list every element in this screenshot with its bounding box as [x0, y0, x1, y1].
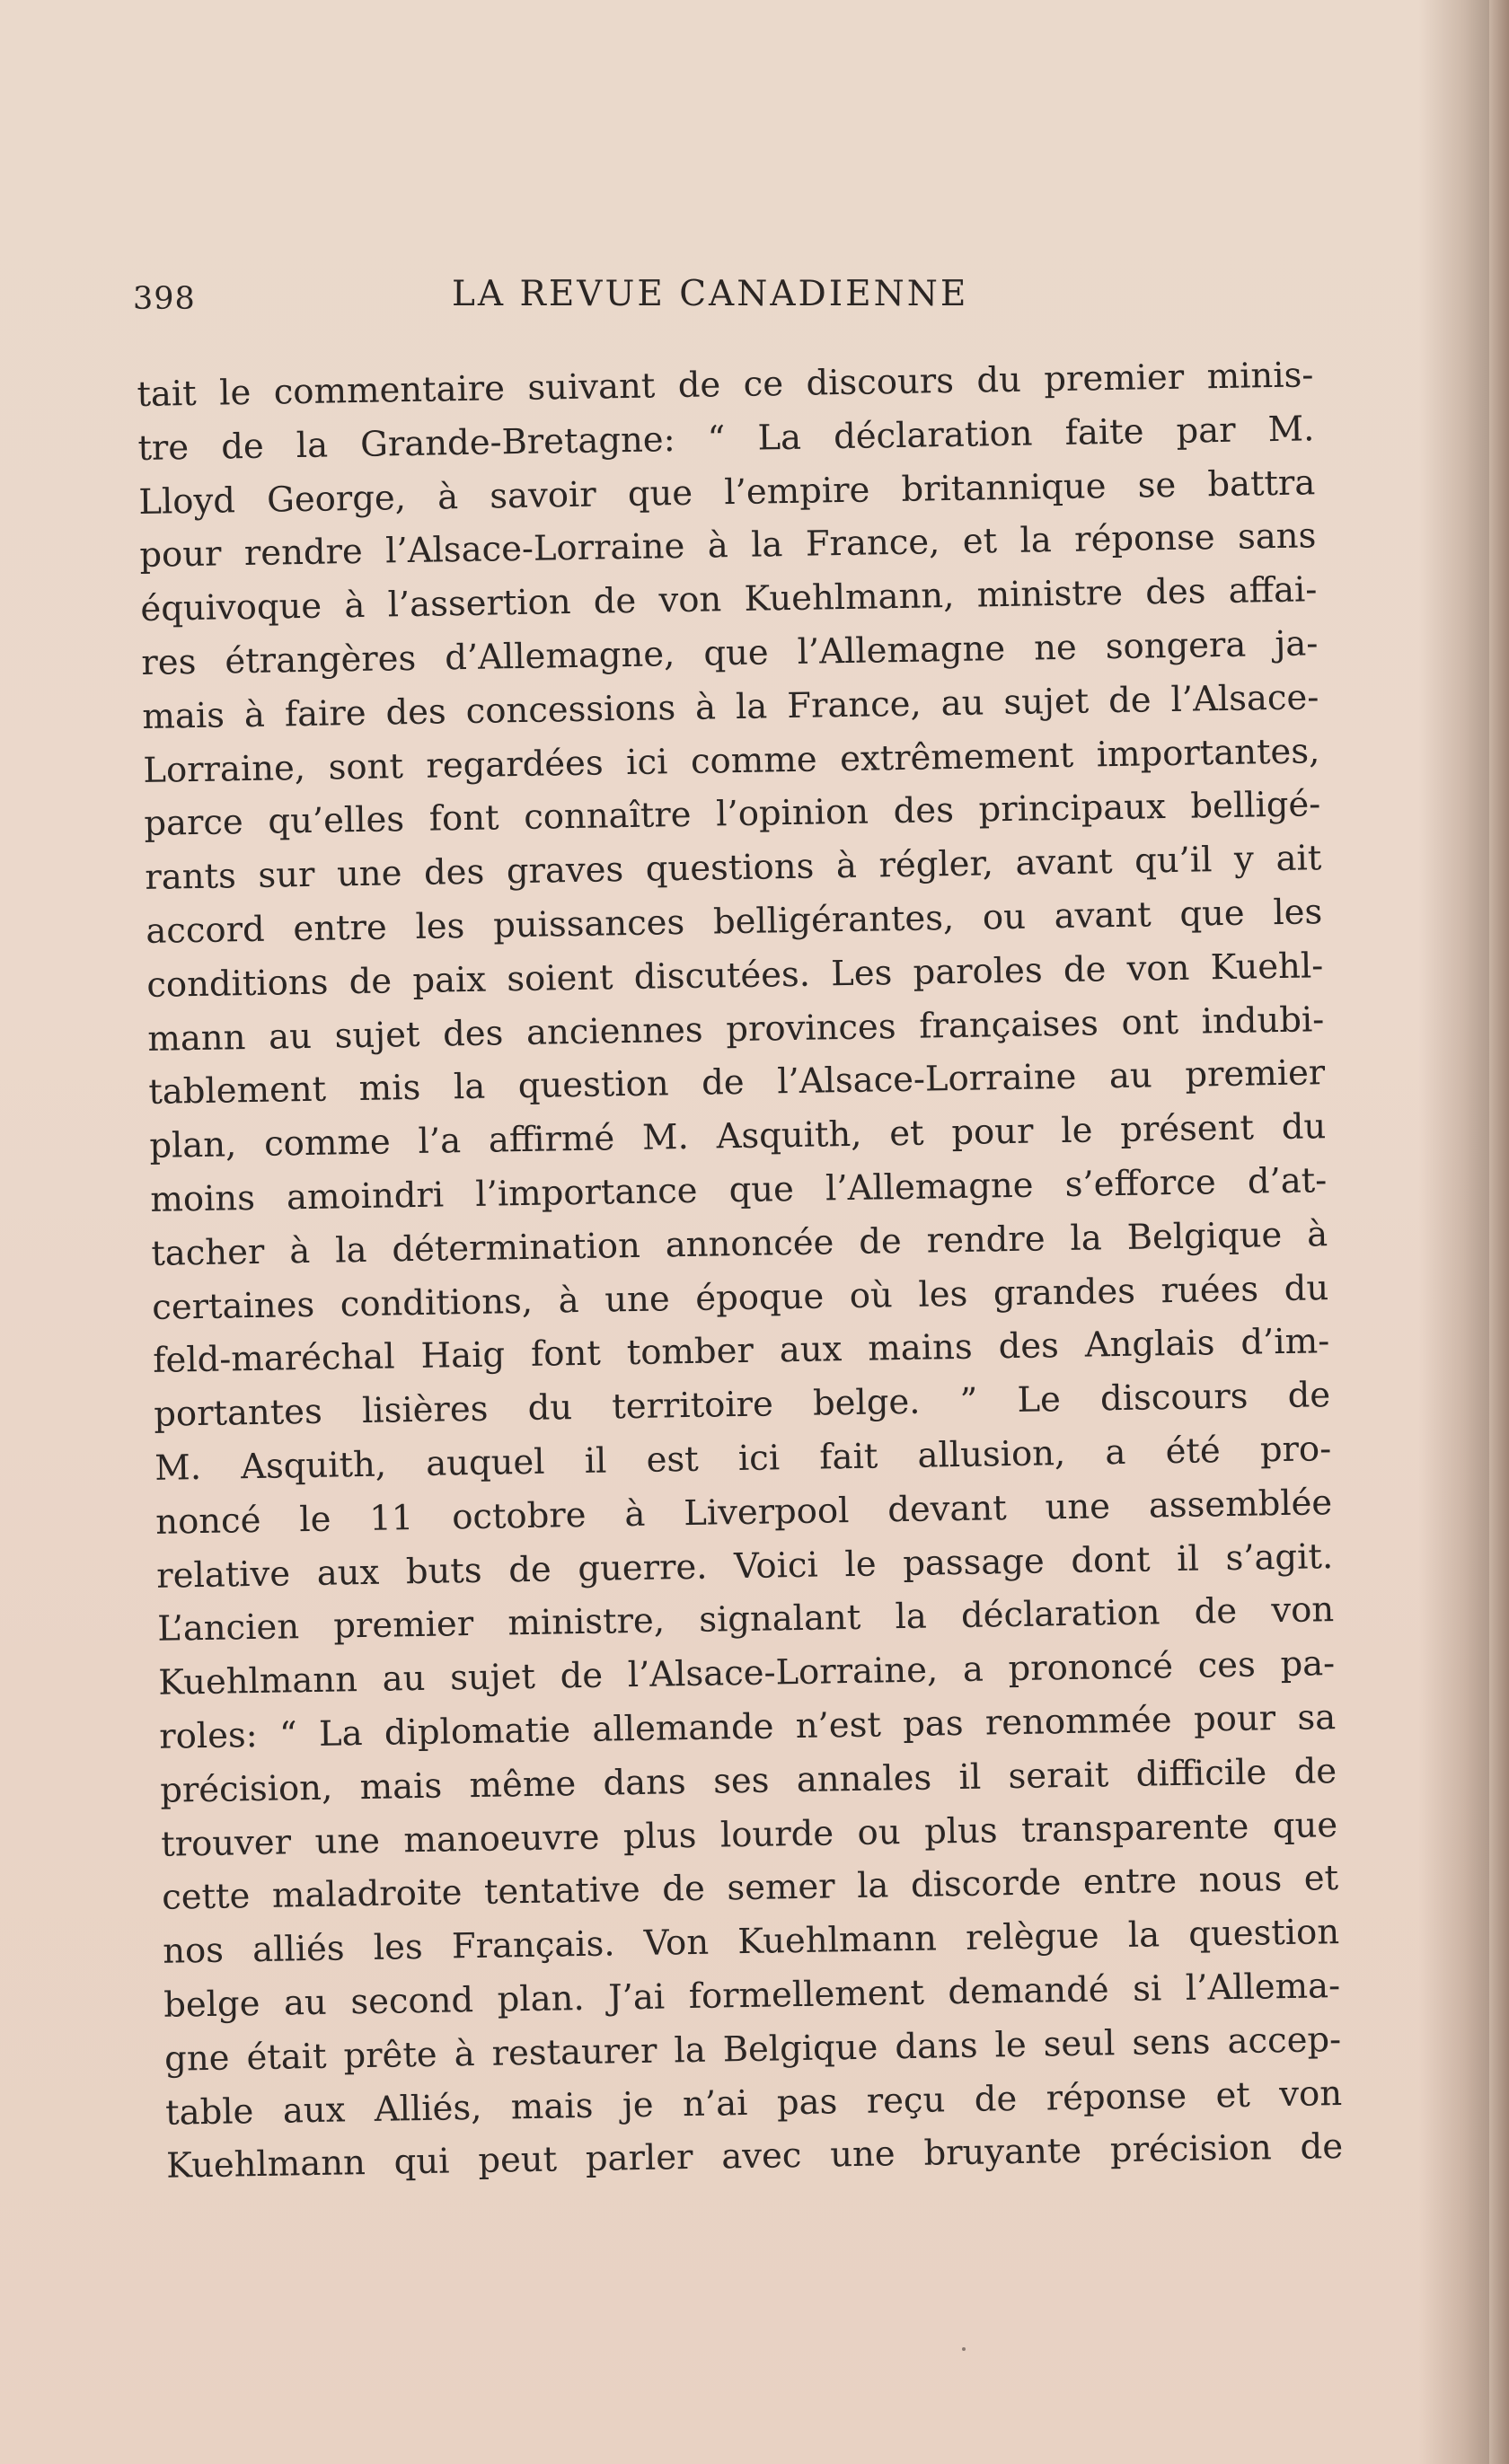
page-number: 398 — [133, 281, 196, 317]
text-line: portantes lisières du territoire belge. ” Le discours de — [153, 1375, 1331, 1435]
text-line: feld-maréchal Haig font tomber aux mains des Anglais d’im- — [152, 1321, 1330, 1382]
text-line: tacher à la détermination annoncée de rendre la Belgique à — [150, 1213, 1328, 1274]
text-line: précision, mais même dans ses annales il serait difficile de — [159, 1750, 1337, 1811]
page-header — [133, 274, 1301, 319]
text-line: mais à faire des concessions à la France, au sujet de l’Alsace- — [142, 677, 1319, 737]
text-line: relative aux buts de guerre. Voici le passage dont il s’agit. — [155, 1536, 1334, 1597]
text-line: tre de la Grande-Bretagne: “ La déclaration faite par M. — [137, 409, 1315, 469]
text-line: parce qu’elles font connaître l’opinion des principaux belligé- — [144, 784, 1321, 845]
text-line: noncé le 11 octobre à Liverpool devant une assemblée — [154, 1482, 1333, 1543]
text-line: certaines conditions, à une époque où les grandes ruées du — [151, 1267, 1329, 1328]
body-text — [137, 348, 1344, 2194]
text-line: trouver une manoeuvre plus lourde ou plus transparente que — [160, 1804, 1338, 1865]
text-line: M. Asquith, auquel il est ici fait allusion, a été pro- — [154, 1429, 1332, 1489]
text-line: rants sur une des graves questions à régler, avant qu’il y ait — [145, 838, 1322, 899]
text-line: Kuehlmann qui peut parler avec une bruyante précision de — [165, 2126, 1344, 2187]
paper-speck — [962, 2347, 966, 2351]
text-line: pour rendre l’Alsace-Lorraine à la France, et la réponse sans — [139, 515, 1317, 576]
text-line: table aux Alliés, mais je n’ai pas reçu de réponse et von — [164, 2072, 1343, 2134]
text-line: res étrangères d’Allemagne, que l’Allemagne ne songera ja- — [141, 623, 1319, 683]
text-line: tait le commentaire suivant de ce discours du premier minis- — [137, 355, 1314, 415]
text-line: cette maladroite tentative de semer la discorde entre nous et — [161, 1858, 1339, 1919]
text-line: Lloyd George, à savoir que l’empire britannique se battra — [138, 462, 1316, 523]
text-line: conditions de paix soient discutées. Les paroles de von Kuehl- — [146, 945, 1324, 1006]
text-line: mann au sujet des anciennes provinces françaises ont indubi- — [147, 999, 1325, 1060]
text-line: gne était prête à restaurer la Belgique dans le seul sens accep- — [163, 2019, 1342, 2080]
text-line: Kuehlmann au sujet de l’Alsace-Lorraine, a prononcé ces pa- — [157, 1643, 1336, 1703]
text-line: L’ancien premier ministre, signalant la déclaration de von — [156, 1589, 1335, 1650]
text-line: accord entre les puissances belligérantes, ou avant que les — [146, 892, 1323, 952]
text-line: Lorraine, sont regardées ici comme extrêmement importantes, — [143, 730, 1320, 791]
text-line: tablement mis la question de l’Alsace-Lorraine au premier — [148, 1052, 1326, 1113]
running-title: LA REVUE CANADIENNE — [452, 274, 969, 314]
text-line: belge au second plan. J’ai formellement demandé si l’Allema- — [163, 1965, 1341, 2026]
page-edge-shadow — [1489, 0, 1509, 2464]
text-line: nos alliés les Français. Von Kuehlmann relègue la question — [162, 1912, 1340, 1972]
text-line: plan, comme l’a affirmé M. Asquith, et pour le présent du — [148, 1106, 1327, 1167]
text-line: équivoque à l’assertion de von Kuehlmann, ministre des affai- — [140, 569, 1318, 630]
text-line: moins amoindri l’importance que l’Allemagne s’efforce d’at- — [149, 1160, 1328, 1220]
text-line: roles: “ La diplomatie allemande n’est pas renommée pour sa — [158, 1696, 1337, 1757]
